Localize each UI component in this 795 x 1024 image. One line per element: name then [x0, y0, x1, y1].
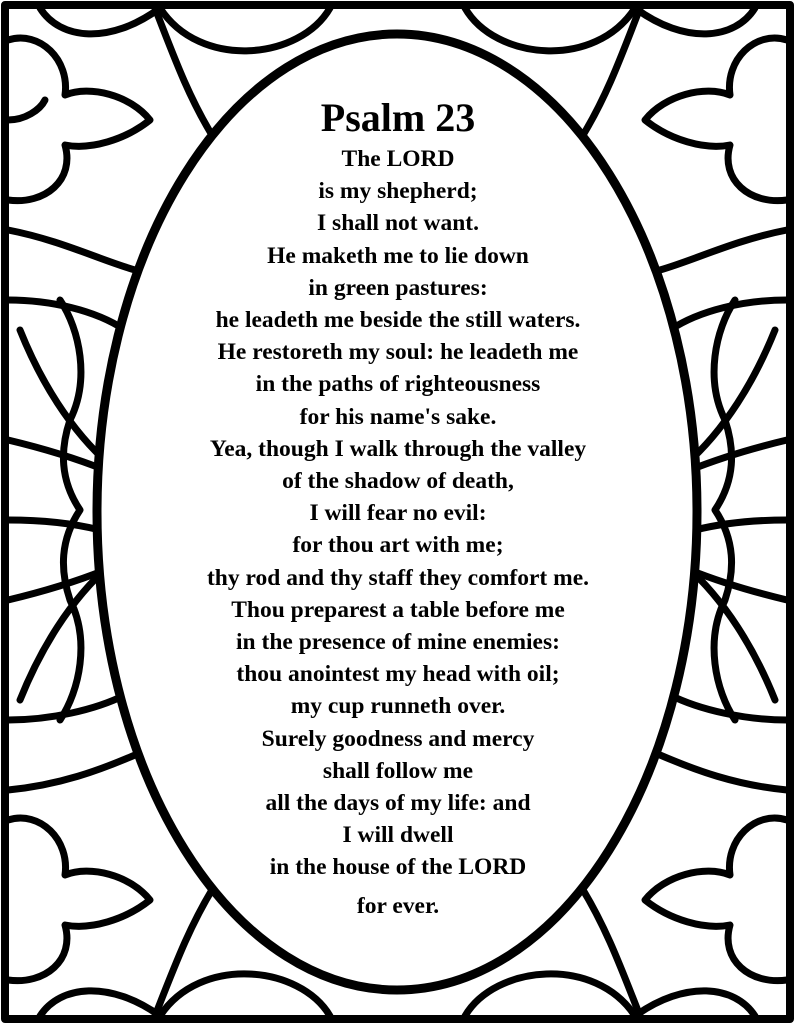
- verse-line: is my shepherd;: [318, 178, 478, 205]
- verse-line: for thou art with me;: [292, 532, 504, 559]
- page-title: Psalm 23: [320, 95, 476, 140]
- verse-line: I will dwell: [342, 822, 454, 849]
- verse-line: for his name's sake.: [299, 403, 497, 430]
- verse-line: He maketh me to lie down: [267, 242, 529, 269]
- verse-line: He restoreth my soul: he leadeth me: [217, 339, 579, 366]
- verse-line: he leadeth me beside the still waters.: [215, 307, 581, 334]
- verse-line: I will fear no evil:: [309, 500, 487, 527]
- verse-line: in the paths of righteousness: [255, 371, 541, 398]
- verse-line: in the house of the LORD: [269, 854, 527, 881]
- verse-line: Thou preparest a table before me: [231, 596, 565, 623]
- verse-line: my cup runneth over.: [290, 693, 506, 720]
- verse-line: Surely goodness and mercy: [261, 725, 535, 752]
- verse-line: The LORD: [341, 146, 455, 172]
- verse-line: I shall not want.: [317, 210, 479, 237]
- psalm-text-block: [118, 95, 678, 922]
- verse-line: in green pastures:: [308, 274, 488, 301]
- verse-line: of the shadow of death,: [282, 468, 514, 495]
- verse-line: shall follow me: [322, 757, 474, 784]
- verse-line: in the presence of mine enemies:: [236, 629, 560, 656]
- verse-line: all the days of my life: and: [265, 790, 531, 817]
- verse-line: Yea, though I walk through the valley: [209, 435, 587, 462]
- verse-line: for ever.: [356, 892, 440, 919]
- verse-line: thy rod and thy staff they comfort me.: [206, 564, 590, 591]
- verse-line: thou anointest my head with oil;: [236, 661, 560, 688]
